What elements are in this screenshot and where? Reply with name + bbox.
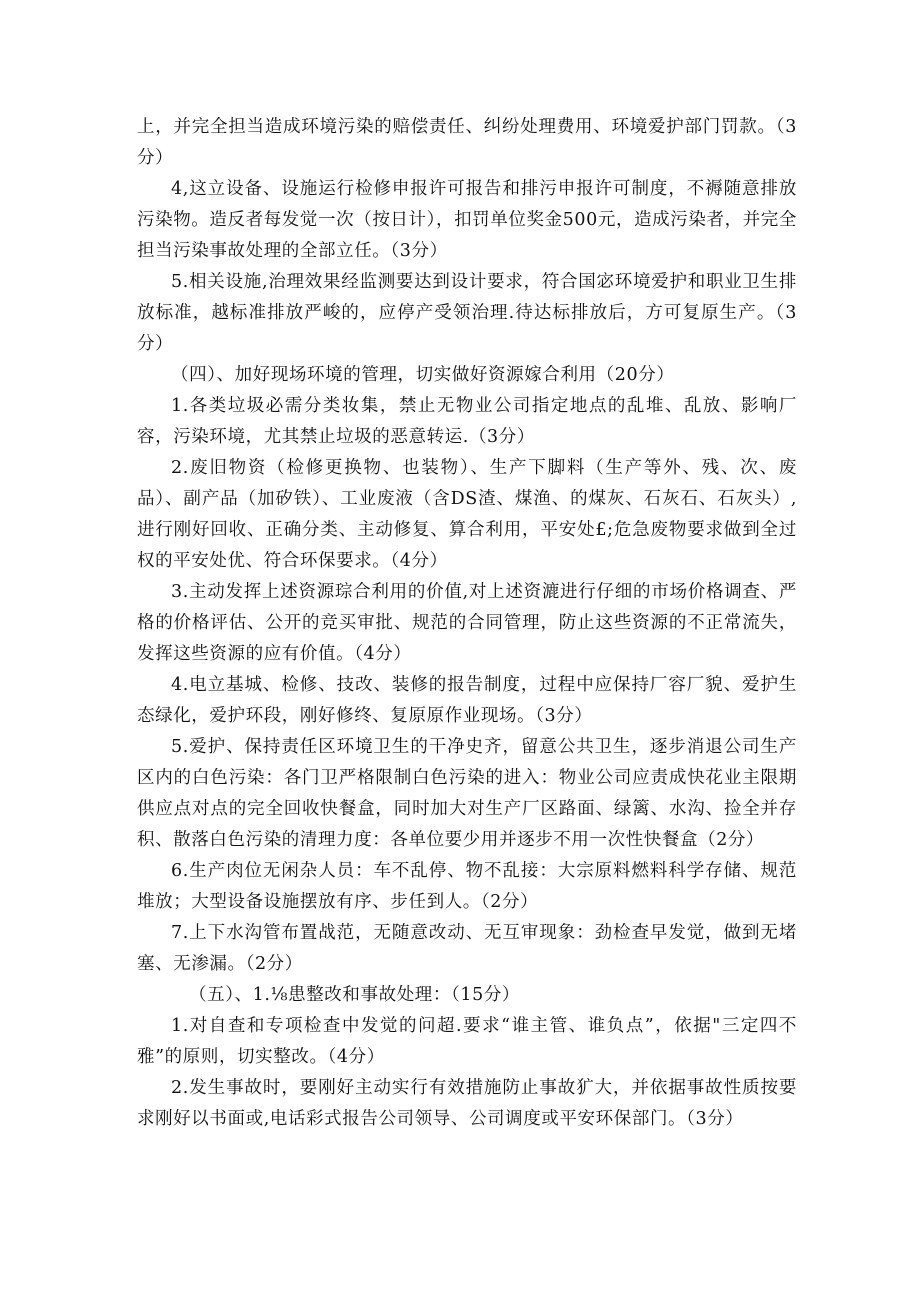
paragraph-item-2-accident: 2.发生事故时，要刚好主动实行有效措施防止事故犷大，并依据事故性质按要求刚好以书面或,电话彩式报告公司领导、公司调度或平安环保部门。（3分） [137, 1078, 797, 1129]
paragraph-item-3-resources: 3.主动发挥上述资源琮合利用的价值,对上述资漉进行仔细的市场价格调查、严格的价格评估、公开的竞买审批、规范的合同管理，防止这些资源的不正常流失，发挥这些资源的应有价值。（4分） [137, 582, 797, 664]
paragraph-item-2-materials: 2.废旧物资（检修更换物、也装物）、生产下脚料（生产等外、残、次、废品）、副产品（加矽铁）、工业废液（含DS渣、煤渔、的煤灰、石灰石、石灰头）,进行刚好回收、正确分类、主动修复、算合利用，平安处£;危急废物要求做到全过权的平安处优、符合环保要求。（4分） [137, 458, 797, 571]
paragraph-item-1-inspection: 1.对自查和专项检查中发觉的问超.要求“谁主管、谁负点”，依据"三定四不雅”的原则，切实整改。（4分） [137, 1016, 797, 1067]
paragraph-item-4-permit: 4,这立设备、设施运行检修申报许可报告和排污申报许可制度，不褥随意排放污染物。造反者每发觉一次（按日计），扣罚单位奖金500元，造成污染者，并完全担当污染事故处理的全部立任。（3分） [137, 179, 797, 261]
paragraph-item-7-drainage: 7.上下水沟管布置战范，无随意改动、无互审现象：劲检查早发觉，做到无堵塞、无渗漏。（2分） [137, 923, 797, 974]
paragraph-continuation: 上，并完全担当造成环境污染的赔偿责任、纠纷处理费用、环境爱护部门罚款。（3分） [137, 117, 797, 168]
paragraph-item-1-garbage: 1.各类垃圾必需分类妆集，禁止无物业公司指定地点的乱堆、乱放、影响厂容，污染环境，尤其禁止垃圾的恶意转运.（3分） [137, 396, 797, 447]
paragraph-item-6-personnel: 6.生产肉位无闲杂人员：车不乱停、物不乱接：大宗原料燃料科学存储、规范堆放；大型设备设施摆放有序、步任到人。（2分） [137, 861, 797, 912]
paragraph-item-5-hygiene: 5.爱护、保持责任区环境卫生的干净史齐，留意公共卫生，逐步消退公司生产区内的白色污染：各门卫严格限制白色污染的进入：物业公司应责成快花业主限期供应点对点的完全回收快餐盒，同时加大对生产厂区路面、绿篱、水沟、捡全并存积、散落白色污染的清理力度：各单位要少用并逐步不用一次性快餐盒（2分） [137, 737, 797, 850]
paragraph-item-5-facilities: 5.相关设施,治理效果经监测要达到设计要求，符合国宓环境爱护和职业卫生排放标准，越标准排放严峻的，应停产受领治理.待达标排放后，方可复原生产。（3分） [137, 272, 797, 354]
section-heading-4: （四）、加好现场环境的管理，切实做好资源嫁合利用（20分） [171, 365, 675, 385]
paragraph-item-4-construction: 4.电立基城、检修、技改、装修的报告制度，过程中应保持厂容厂貌、爱护生态绿化，爱护环段，刚好修终、复原原作业现场。（3分） [137, 675, 797, 726]
document-body [137, 112, 797, 1135]
section-heading-5: （五）、1.⅛患整改和事故处理：（15分） [189, 985, 521, 1005]
